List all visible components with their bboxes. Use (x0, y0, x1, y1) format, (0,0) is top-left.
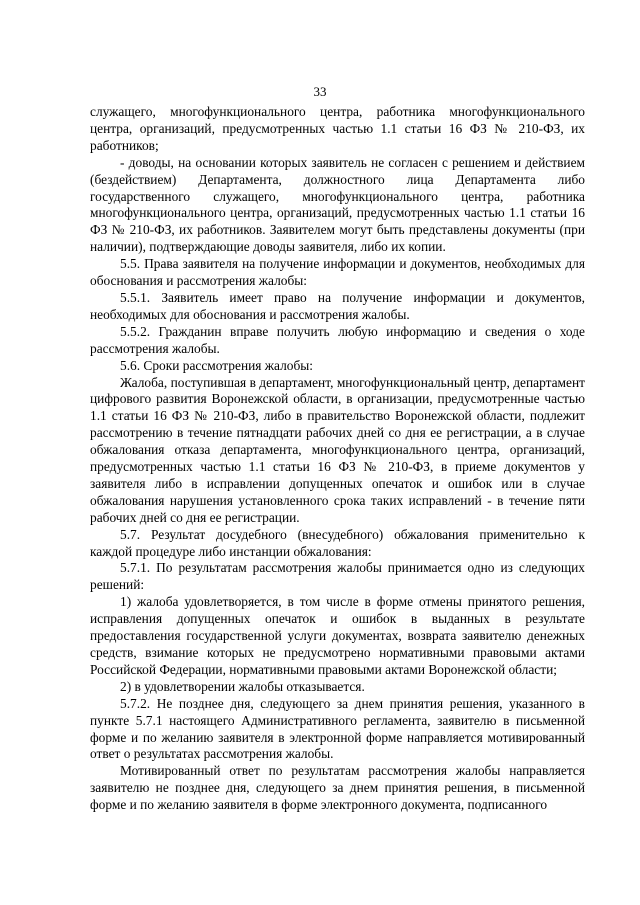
paragraph: 5.7.2. Не позднее дня, следующего за днем принятия решения, указанного в пункте 5.7.1 настоящего Административного регламента, заявителю в письменной форме и по желанию заявителя в электронной форме направляется мотивированный ответ о результатах рассмотрения жалобы. (90, 695, 585, 762)
paragraph: Жалоба, поступившая в департамент, многофункциональный центр, департамент цифрового развития Воронежской области, в организации, предусмотренные частью 1.1 статьи 16 ФЗ № 210-ФЗ, либо в правительство Воронежской области, подлежит рассмотрению в течение пятнадцати рабочих дней со дня ее регистрации, а в случае обжалования отказа департамента, многофункционального центра, организаций, предусмотренных частью 1.1 статьи 16 ФЗ № 210-ФЗ, в приеме документов у заявителя либо в исправлении допущенных опечаток и ошибок или в случае обжалования нарушения установленного срока таких исправлений - в течение пяти рабочих дней со дня ее регистрации. (90, 374, 585, 525)
paragraph: Мотивированный ответ по результатам рассмотрения жалобы направляется заявителю не позднее дня, следующего за днем принятия решения, в письменной форме и по желанию заявителя в форме электронного документа, подписанного (90, 763, 585, 813)
paragraph: 2) в удовлетворении жалобы отказывается. (120, 678, 365, 694)
paragraph: 5.5.1. Заявитель имеет право на получение информации и документов, необходимых для обоснования и рассмотрения жалобы. (90, 289, 585, 322)
paragraph: 1) жалоба удовлетворяется, в том числе в форме отмены принятого решения, исправления допущенных опечаток и ошибок в выданных в результате предоставления государственной услуги документах, возврата заявителю денежных средств, взимание которых не предусмотрено нормативными правовыми актами Российской Федерации, нормативными правовыми актами Воронежской области; (90, 594, 585, 677)
page-number: 33 (313, 84, 327, 99)
paragraph: служащего, многофункционального центра, работника многофункционального центра, организаций, предусмотренных частью 1.1 статьи 16 ФЗ № 210-ФЗ, их работников; (90, 104, 585, 153)
paragraph: - доводы, на основании которых заявитель не согласен с решением и действием (бездействием) Департамента, должностного лица Департамента либо государственного служащего, многофункционального центра, работника многофункционального центра, организаций, предусмотренных частью 1.1 статьи 16 ФЗ № 210-ФЗ, их работников. Заявителем могут быть представлены документы (при наличии), подтверждающие доводы заявителя, либо их копии. (90, 154, 585, 255)
paragraph: 5.7.1. По результатам рассмотрения жалобы принимается одно из следующих решений: (90, 560, 585, 593)
paragraph: 5.6. Сроки рассмотрения жалобы: (120, 357, 314, 373)
paragraph: 5.7. Результат досудебного (внесудебного) обжалования применительно к каждой процедуре либо инстанции обжалования: (90, 526, 585, 559)
paragraph: 5.5. Права заявителя на получение информации и документов, необходимых для обоснования и рассмотрения жалобы: (90, 256, 585, 289)
document-body (90, 104, 585, 814)
paragraph: 5.5.2. Гражданин вправе получить любую информацию и сведения о ходе рассмотрения жалобы. (90, 323, 585, 356)
